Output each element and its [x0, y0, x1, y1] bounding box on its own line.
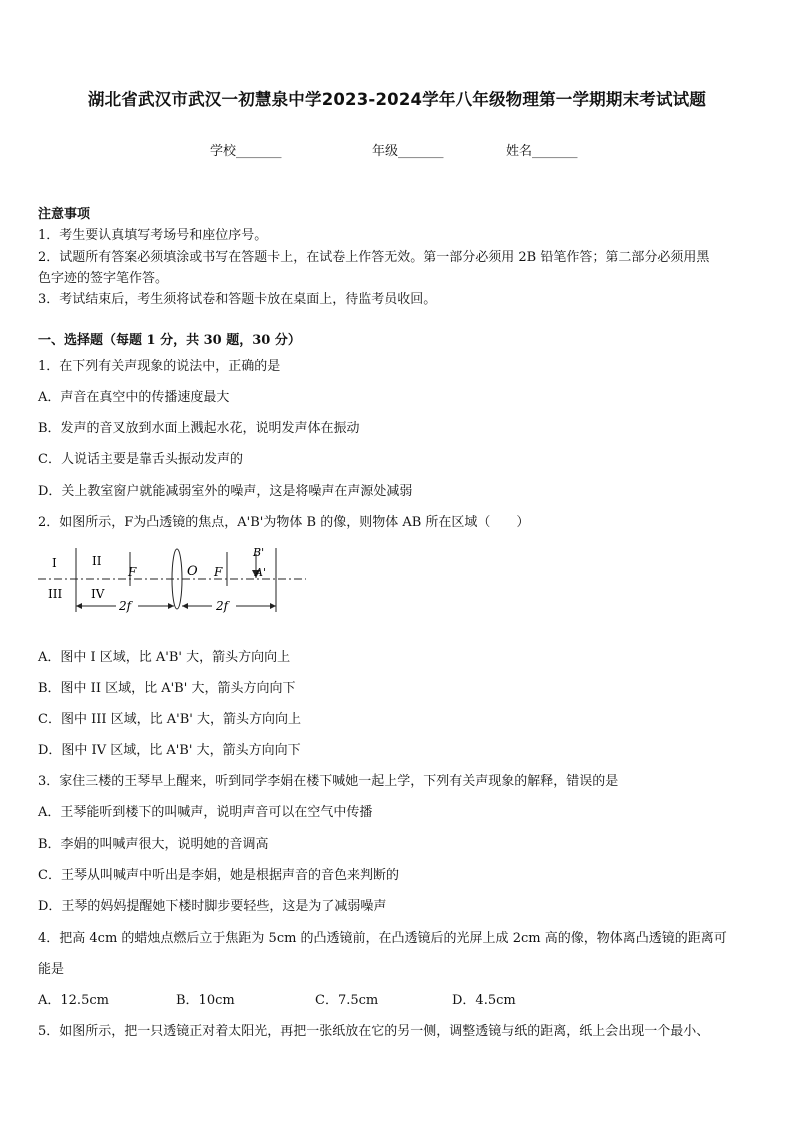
question-1-option-a: A．声音在真空中的传播速度最大 — [38, 390, 230, 405]
notice-item: 3．考试结束后，考生须将试卷和答题卡放在桌面上，待监考员收回。 — [38, 292, 437, 307]
notice-item: 色字迹的签字笔作答。 — [38, 271, 169, 286]
image-bottom-label: A' — [255, 566, 266, 579]
left-dimension-arrow-b — [168, 603, 174, 609]
right-distance-label: 2f — [216, 599, 229, 613]
question-1-option-c: C．人说话主要是靠舌头振动发声的 — [38, 452, 243, 467]
name-field[interactable]: 姓名_______ — [506, 144, 578, 159]
center-label: O — [187, 564, 198, 579]
question-4-stem-cont: 能是 — [38, 962, 65, 977]
question-2-stem: 2．如图所示，F为凸透镜的焦点，A'B'为物体 B 的像，则物体 AB 所在区域（ ） — [38, 515, 530, 530]
image-top-label: B' — [253, 546, 265, 559]
question-1-option-b: B．发声的音叉放到水面上溅起水花，说明发声体在振动 — [38, 421, 360, 436]
question-4-option-a: A．12.5cm — [38, 993, 109, 1008]
question-1-option-d: D．关上教室窗户就能减弱室外的噪声，这是将噪声在声源处减弱 — [38, 484, 413, 499]
question-2-option-b: B．图中 II 区域，比 A'B' 大，箭头方向向下 — [38, 681, 296, 696]
grade-field[interactable]: 年级_______ — [372, 144, 444, 159]
question-4-options — [38, 989, 738, 1007]
right-dimension-arrow-b — [270, 603, 276, 609]
notice-item: 1．考生要认真填写考场号和座位序号。 — [38, 228, 268, 243]
focus-label-left: F — [128, 565, 137, 579]
left-dimension-arrow-a — [76, 603, 82, 609]
right-dimension-arrow-a — [182, 603, 188, 609]
region-label-4: IV — [91, 587, 105, 601]
exam-title: 湖北省武汉市武汉一初慧泉中学2023-2024学年八年级物理第一学期期末考试试题 — [87, 90, 707, 109]
section-heading: 一、选择题（每题 1 分，共 30 题，30 分） — [38, 333, 301, 348]
region-label-2: II — [92, 554, 102, 568]
question-1-stem: 1．在下列有关声现象的说法中，正确的是 — [38, 359, 281, 374]
lens-diagram — [34, 540, 314, 622]
question-3-option-c: C．王琴从叫喊声中听出是李娟，她是根据声音的音色来判断的 — [38, 868, 399, 883]
question-4-option-c: C．7.5cm — [315, 993, 379, 1008]
question-3-option-b: B．李娟的叫喊声很大，说明她的音调高 — [38, 837, 269, 852]
question-4-option-b: B．10cm — [176, 993, 235, 1008]
left-distance-label: 2f — [119, 599, 132, 613]
focus-label-right: F — [214, 565, 223, 579]
notice-item: 2．试题所有答案必须填涂或书写在答题卡上，在试卷上作答无效。第一部分必须用 2B 铅笔作答；第二部分必须用黑 — [38, 250, 710, 265]
question-2-option-c: C．图中 III 区域，比 A'B' 大，箭头方向向上 — [38, 712, 301, 727]
question-4-option-d: D．4.5cm — [452, 993, 516, 1008]
question-3-option-a: A．王琴能听到楼下的叫喊声，说明声音可以在空气中传播 — [38, 805, 373, 820]
region-label-1: I — [52, 556, 57, 570]
question-3-stem: 3．家住三楼的王琴早上醒来，听到同学李娟在楼下喊她一起上学，下列有关声现象的解释，错误的是 — [38, 774, 619, 789]
school-field[interactable]: 学校_______ — [210, 144, 282, 159]
question-2-option-d: D．图中 IV 区域，比 A'B' 大，箭头方向向下 — [38, 743, 301, 758]
notice-heading: 注意事项 — [38, 207, 91, 222]
question-2-option-a: A．图中 I 区域，比 A'B' 大，箭头方向向上 — [38, 650, 291, 665]
question-3-option-d: D．王琴的妈妈提醒她下楼时脚步要轻些，这是为了减弱噪声 — [38, 899, 387, 914]
question-5-stem: 5．如图所示，把一只透镜正对着太阳光，再把一张纸放在它的另一侧，调整透镜与纸的距离，纸上会出现一个最小、 — [38, 1024, 710, 1039]
question-4-stem: 4．把高 4cm 的蜡烛点燃后立于焦距为 5cm 的凸透镜前，在凸透镜后的光屏上成 2cm 高的像，物体离凸透镜的距离可 — [38, 931, 727, 946]
region-label-3: III — [48, 587, 63, 601]
